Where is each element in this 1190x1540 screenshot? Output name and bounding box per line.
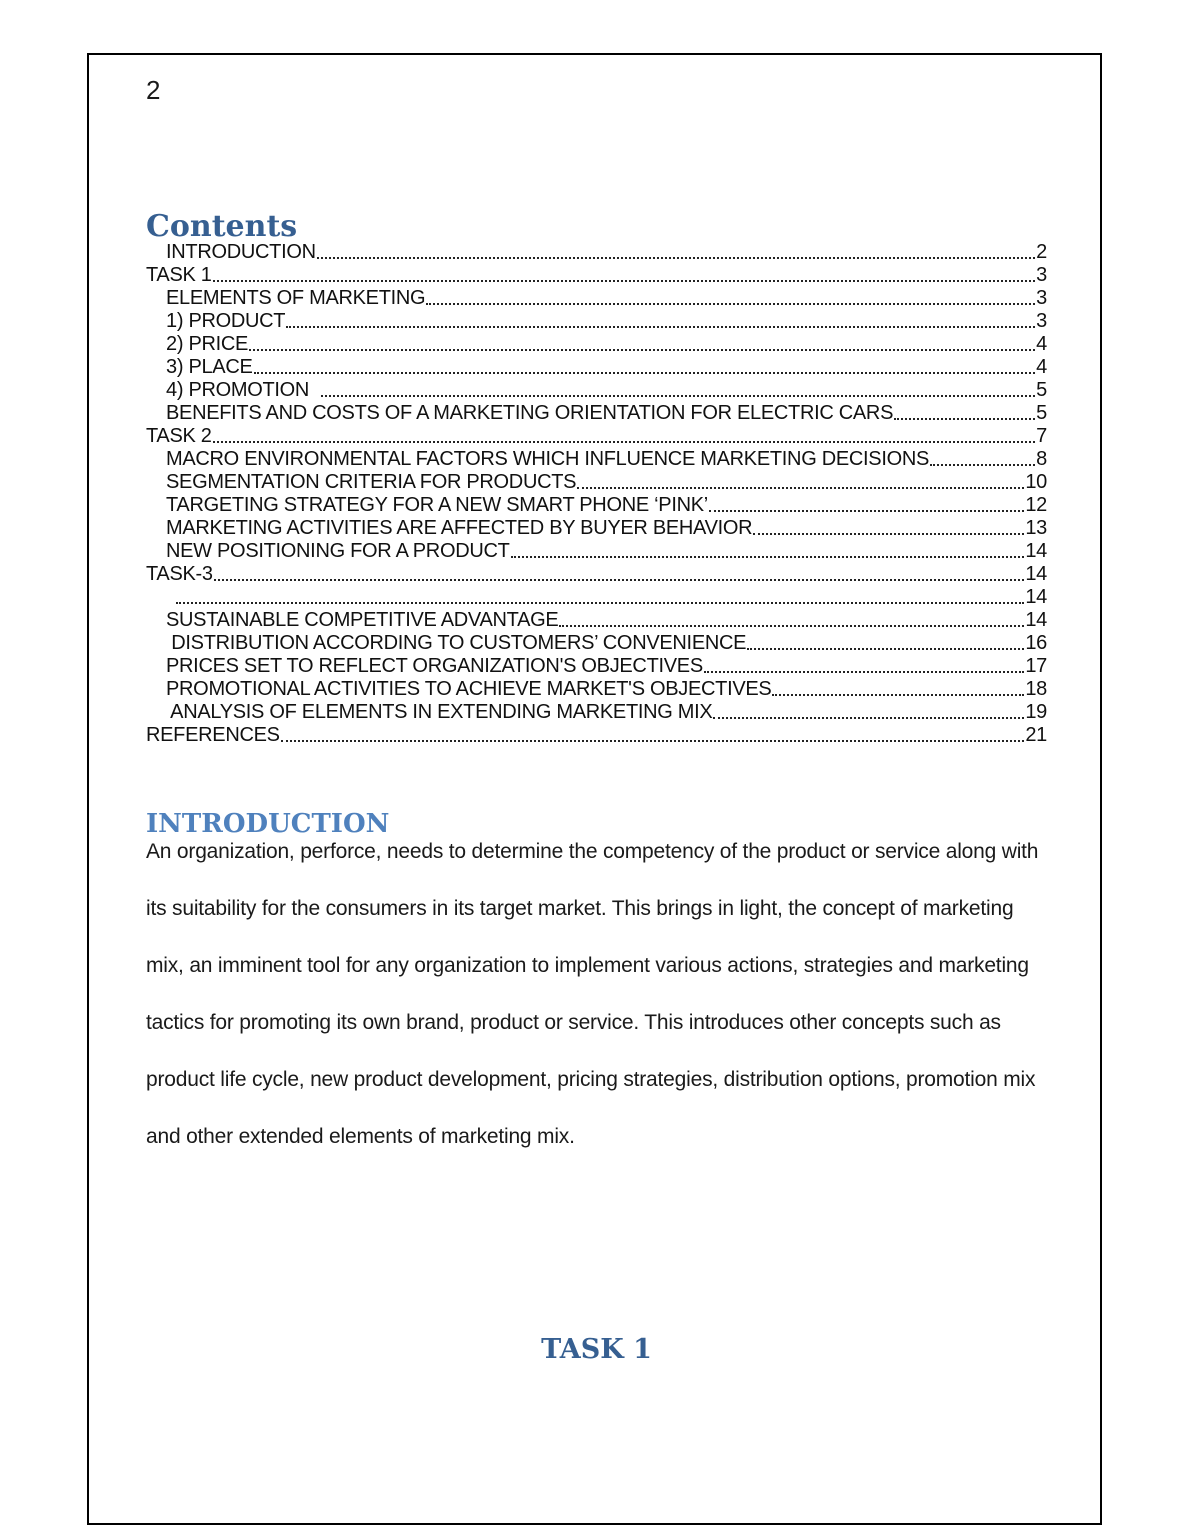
toc-entry-label: INTRODUCTION — [166, 241, 316, 263]
toc-entry-label: PRICES SET TO REFLECT ORGANIZATION'S OBJECTIVES — [166, 655, 703, 677]
dot-leader — [254, 372, 1036, 374]
toc-entry-page: 13 — [1025, 517, 1047, 539]
toc-entry-label: DISTRIBUTION ACCORDING TO CUSTOMERS’ CONVENIENCE — [166, 632, 747, 654]
toc-entry-page: 3 — [1036, 310, 1047, 332]
toc-entry-label: SEGMENTATION CRITERIA FOR PRODUCTS — [166, 471, 577, 493]
toc-entry-blank[interactable] — [146, 586, 1047, 609]
toc-entry-segmentation-criteria[interactable] — [146, 471, 1047, 494]
toc-entry-distribution[interactable] — [146, 632, 1047, 655]
dot-leader — [713, 717, 1024, 719]
dot-leader — [559, 625, 1024, 627]
document-page — [87, 53, 1102, 1525]
toc-entry-promotion[interactable] — [146, 379, 1047, 402]
toc-entry-label: REFERENCES — [146, 724, 280, 746]
toc-entry-label: TARGETING STRATEGY FOR A NEW SMART PHONE ‘PINK’ — [166, 494, 708, 516]
toc-entry-label: NEW POSITIONING FOR A PRODUCT — [166, 540, 510, 562]
toc-entry-page: 14 — [1025, 609, 1047, 631]
toc-entry-label: 4) PROMOTION — [166, 379, 320, 401]
toc-entry-targeting-strategy[interactable] — [146, 494, 1047, 517]
toc-entry-page: 18 — [1025, 678, 1047, 700]
dot-leader — [930, 464, 1035, 466]
toc-entry-price[interactable] — [146, 333, 1047, 356]
toc-entry-page: 3 — [1036, 287, 1047, 309]
dot-leader — [321, 395, 1036, 397]
toc-entry-label: ELEMENTS OF MARKETING — [166, 287, 426, 309]
toc-entry-label: TASK 1 — [146, 264, 212, 286]
toc-entry-elements-of-marketing[interactable] — [146, 287, 1047, 310]
dot-leader — [214, 579, 1025, 581]
contents-title: Contents — [146, 209, 298, 244]
dot-leader — [317, 257, 1035, 259]
toc-entry-page: 8 — [1036, 448, 1047, 470]
toc-entry-place[interactable] — [146, 356, 1047, 379]
toc-entry-page: 4 — [1036, 356, 1047, 378]
toc-entry-label: MARKETING ACTIVITIES ARE AFFECTED BY BUYER BEHAVIOR — [166, 517, 753, 539]
toc-entry-page: 12 — [1025, 494, 1047, 516]
dot-leader — [577, 487, 1024, 489]
dot-leader — [753, 533, 1024, 535]
toc-entry-promotional-activities[interactable] — [146, 678, 1047, 701]
toc-entry-new-positioning[interactable] — [146, 540, 1047, 563]
toc-entry-benefits-and-costs[interactable] — [146, 402, 1047, 425]
toc-entry-page: 5 — [1036, 402, 1047, 424]
toc-entry-page: 3 — [1036, 264, 1047, 286]
toc-entry-page: 14 — [1025, 586, 1047, 608]
dot-leader — [511, 556, 1025, 558]
toc-entry-references[interactable] — [146, 724, 1047, 747]
introduction-heading: INTRODUCTION — [146, 808, 390, 839]
toc-entry-label: PROMOTIONAL ACTIVITIES TO ACHIEVE MARKET'S OBJECTIVES — [166, 678, 772, 700]
toc-entry-prices-set[interactable] — [146, 655, 1047, 678]
dot-leader — [213, 441, 1036, 443]
toc-entry-page: 19 — [1025, 701, 1047, 723]
toc-entry-label: 1) PRODUCT — [166, 310, 286, 332]
toc-entry-page: 5 — [1036, 379, 1047, 401]
toc-entry-label: MACRO ENVIRONMENTAL FACTORS WHICH INFLUENCE MARKETING DECISIONS — [166, 448, 930, 470]
toc-entry-label: SUSTAINABLE COMPETITIVE ADVANTAGE — [166, 609, 559, 631]
dot-leader — [747, 648, 1024, 650]
toc-entry-page: 10 — [1025, 471, 1047, 493]
task-1-heading: TASK 1 — [541, 1334, 652, 1366]
toc-entry-label: BENEFITS AND COSTS OF A MARKETING ORIENTATION FOR ELECTRIC CARS — [166, 402, 894, 424]
toc-entry-sustainable-competitive-advantage[interactable] — [146, 609, 1047, 632]
toc-entry-page: 21 — [1025, 724, 1047, 746]
toc-entry-product[interactable] — [146, 310, 1047, 333]
toc-entry-introduction[interactable] — [146, 241, 1047, 264]
dot-leader — [281, 740, 1025, 742]
toc-entry-label: 3) PLACE — [166, 356, 253, 378]
toc-entry-task-2[interactable] — [146, 425, 1047, 448]
toc-entry-label: TASK 2 — [146, 425, 212, 447]
dot-leader — [213, 280, 1036, 282]
dot-leader — [426, 303, 1035, 305]
toc-entry-analysis-of-elements[interactable] — [146, 701, 1047, 724]
toc-entry-marketing-activities[interactable] — [146, 517, 1047, 540]
toc-entry-page: 14 — [1025, 540, 1047, 562]
toc-entry-label: 2) PRICE — [166, 333, 249, 355]
dot-leader — [704, 671, 1024, 673]
dot-leader — [249, 349, 1035, 351]
dot-leader — [772, 694, 1024, 696]
page-number: 2 — [146, 75, 161, 105]
dot-leader — [709, 510, 1024, 512]
toc-entry-page: 17 — [1025, 655, 1047, 677]
dot-leader — [176, 602, 1024, 604]
introduction-paragraph: An organization, perforce, needs to determine the competency of the product or service along with its suitability for the consumers in its target market. This brings in light, the concept of marketing mix, an imminent tool for any organization to implement various actions, strategies and marketing tactics for promoting its own brand, product or service. This introduces other concepts such as product life cycle, new product development, pricing strategies, distribution options, promotion mix and other extended elements of marketing mix. — [146, 840, 1039, 1148]
toc-entry-label: TASK-3 — [146, 563, 213, 585]
table-of-contents — [146, 241, 1047, 747]
toc-entry-task-1[interactable] — [146, 264, 1047, 287]
toc-entry-macro-environmental-factors[interactable] — [146, 448, 1047, 471]
toc-entry-page: 2 — [1036, 241, 1047, 263]
toc-entry-page: 14 — [1025, 563, 1047, 585]
toc-entry-page: 16 — [1025, 632, 1047, 654]
toc-entry-label: ANALYSIS OF ELEMENTS IN EXTENDING MARKETING MIX — [166, 701, 713, 723]
toc-entry-page: 4 — [1036, 333, 1047, 355]
toc-entry-page: 7 — [1036, 425, 1047, 447]
toc-entry-task-3[interactable] — [146, 563, 1047, 586]
dot-leader — [894, 418, 1035, 420]
dot-leader — [286, 326, 1035, 328]
